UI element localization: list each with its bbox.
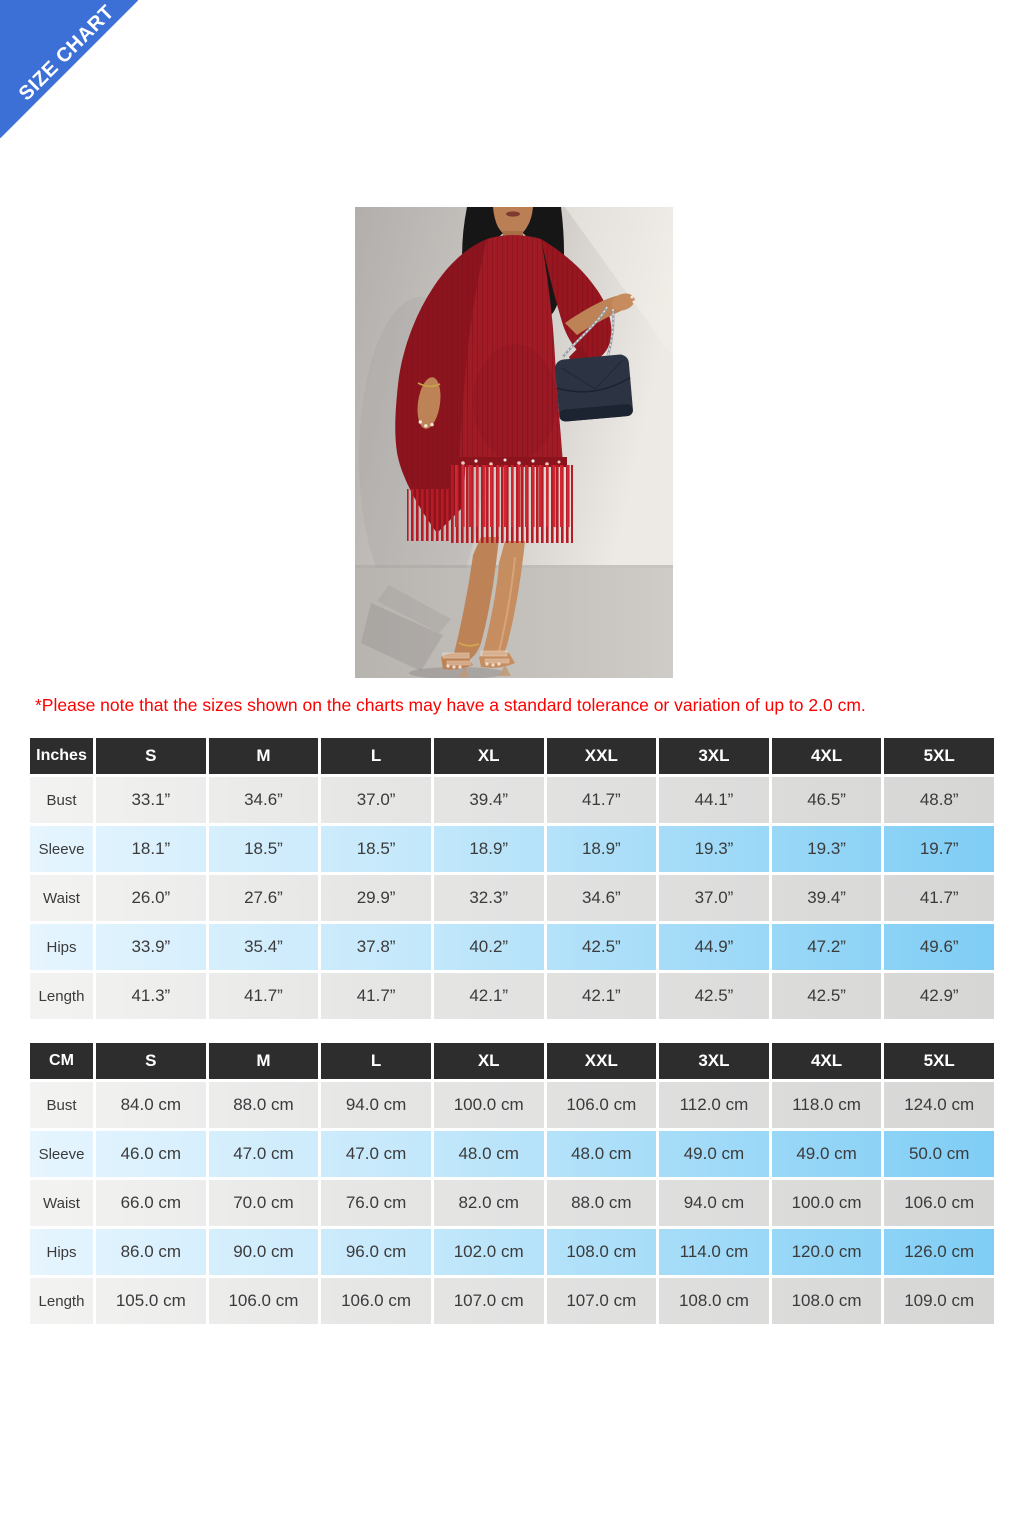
size-col-header: M (209, 1043, 322, 1079)
size-col-header: S (96, 738, 209, 774)
size-value-cell: 19.7” (919, 839, 959, 858)
measurement-row (30, 1131, 994, 1177)
size-value-cell: 105.0 cm (96, 1278, 209, 1324)
size-value-cell: 37.0” (659, 875, 772, 921)
measurement-row-label: Length (30, 973, 96, 1019)
size-value-cell: 94.0 cm (321, 1082, 434, 1128)
size-value-cell: 49.0 cm (659, 1131, 772, 1177)
measurement-row-label: Hips (30, 1229, 96, 1275)
size-value-cell: 39.4” (772, 875, 885, 921)
measurement-row-label: Hips (30, 924, 96, 970)
size-chart-ribbon (0, 0, 138, 138)
size-value-cell: 42.5” (659, 973, 772, 1019)
size-value-cell: 42.1” (434, 973, 547, 1019)
size-value-cell: 29.9” (321, 875, 434, 921)
size-value-cell: 107.0 cm (547, 1278, 660, 1324)
size-value-cell: 106.0 cm (209, 1278, 322, 1324)
size-value-cell: 42.5” (547, 924, 660, 970)
size-value-cell: 33.1” (96, 777, 209, 823)
product-photo (355, 207, 673, 678)
size-value-cell: 48.0 cm (547, 1131, 660, 1177)
size-value-cell: 32.3” (434, 875, 547, 921)
measurement-row-label: Waist (30, 875, 96, 921)
size-col-header: 3XL (659, 1043, 772, 1079)
size-col-header: XXL (547, 1043, 660, 1079)
measurement-row (30, 1229, 994, 1275)
size-value-cell: 18.1” (96, 826, 209, 872)
size-value-cell: 100.0 cm (434, 1082, 547, 1128)
size-value-cell: 47.0 cm (209, 1131, 322, 1177)
size-col-header: XL (434, 1043, 547, 1079)
size-col-header: 3XL (659, 738, 772, 774)
size-value-cell: 44.9” (659, 924, 772, 970)
size-value-cell: 19.3” (772, 826, 885, 872)
measurement-row (30, 826, 994, 872)
size-value-cell: 41.7” (321, 973, 434, 1019)
size-col-header: 5XL (884, 1043, 994, 1079)
size-value-cell: 18.5” (321, 826, 434, 872)
size-value-cell: 19.3” (659, 826, 772, 872)
size-value-cell: 88.0 cm (547, 1180, 660, 1226)
size-value-cell: 100.0 cm (772, 1180, 885, 1226)
size-value-cell: 106.0 cm (321, 1278, 434, 1324)
size-value-cell: 26.0” (96, 875, 209, 921)
unit-header: Inches (30, 738, 96, 774)
measurement-row-label: Bust (30, 777, 96, 823)
size-value-cell: 42.5” (772, 973, 885, 1019)
size-value-cell: 86.0 cm (96, 1229, 209, 1275)
size-chart-ribbon-label: SIZE CHART (14, 1, 119, 106)
size-value-cell: 46.5” (772, 777, 885, 823)
size-value-cell: 18.9” (547, 826, 660, 872)
size-value-cell: 18.5” (209, 826, 322, 872)
size-value-cell: 106.0 cm (547, 1082, 660, 1128)
size-value-cell: 94.0 cm (659, 1180, 772, 1226)
product-photo-illustration (355, 207, 673, 678)
size-value-cell: 40.2” (434, 924, 547, 970)
measurement-row (30, 1278, 994, 1324)
size-value-cell: 27.6” (209, 875, 322, 921)
size-value-cell: 82.0 cm (434, 1180, 547, 1226)
size-value-cell: 37.0” (321, 777, 434, 823)
size-value-cell: 96.0 cm (321, 1229, 434, 1275)
size-value-cell: 102.0 cm (434, 1229, 547, 1275)
size-value-cell: 48.8” (919, 790, 959, 809)
size-value-cell: 90.0 cm (209, 1229, 322, 1275)
size-table-inches (30, 738, 994, 1022)
measurement-row-label: Waist (30, 1180, 96, 1226)
size-value-cell: 114.0 cm (659, 1229, 772, 1275)
size-value-cell: 34.6” (547, 875, 660, 921)
tolerance-note: *Please note that the sizes shown on the charts may have a standard tolerance or variation of up to 2.0 cm. (35, 695, 866, 715)
size-col-header: XL (434, 738, 547, 774)
size-value-cell: 124.0 cm (904, 1095, 975, 1114)
size-value-cell: 41.3” (96, 973, 209, 1019)
size-value-cell: 18.9” (434, 826, 547, 872)
size-col-header: 4XL (772, 1043, 885, 1079)
size-table-header-row (30, 1043, 994, 1079)
size-value-cell: 41.7” (209, 973, 322, 1019)
size-value-cell: 106.0 cm (904, 1193, 975, 1212)
measurement-row (30, 777, 994, 823)
size-table-cm (30, 1043, 994, 1327)
size-value-cell: 76.0 cm (321, 1180, 434, 1226)
measurement-row-label: Length (30, 1278, 96, 1324)
size-value-cell: 107.0 cm (434, 1278, 547, 1324)
size-value-cell: 108.0 cm (772, 1278, 885, 1324)
size-value-cell: 42.1” (547, 973, 660, 1019)
size-value-cell: 108.0 cm (547, 1229, 660, 1275)
measurement-row (30, 973, 994, 1019)
size-value-cell: 41.7” (547, 777, 660, 823)
size-value-cell: 109.0 cm (904, 1291, 975, 1310)
size-value-cell: 50.0 cm (908, 1144, 970, 1163)
size-value-cell: 35.4” (209, 924, 322, 970)
measurement-row-label: Sleeve (30, 826, 96, 872)
size-col-header: L (321, 738, 434, 774)
size-col-header: 5XL (884, 738, 994, 774)
size-col-header: XXL (547, 738, 660, 774)
size-value-cell: 48.0 cm (434, 1131, 547, 1177)
size-value-cell: 112.0 cm (659, 1082, 772, 1128)
size-value-cell: 49.0 cm (772, 1131, 885, 1177)
size-value-cell: 70.0 cm (209, 1180, 322, 1226)
measurement-row (30, 924, 994, 970)
size-value-cell: 88.0 cm (209, 1082, 322, 1128)
size-col-header: S (96, 1043, 209, 1079)
measurement-row (30, 1082, 994, 1128)
size-value-cell: 47.0 cm (321, 1131, 434, 1177)
size-col-header: L (321, 1043, 434, 1079)
size-value-cell: 47.2” (772, 924, 885, 970)
unit-header: CM (30, 1043, 96, 1079)
size-value-cell: 44.1” (659, 777, 772, 823)
size-value-cell: 46.0 cm (96, 1131, 209, 1177)
measurement-row (30, 1180, 994, 1226)
size-col-header: M (209, 738, 322, 774)
size-value-cell: 39.4” (434, 777, 547, 823)
measurement-row-label: Sleeve (30, 1131, 96, 1177)
size-value-cell: 34.6” (209, 777, 322, 823)
size-value-cell: 42.9” (919, 986, 959, 1005)
handbag-illustration (554, 354, 633, 422)
size-value-cell: 108.0 cm (659, 1278, 772, 1324)
size-col-header: 4XL (772, 738, 885, 774)
size-value-cell: 41.7” (919, 888, 959, 907)
size-value-cell: 84.0 cm (96, 1082, 209, 1128)
size-value-cell: 118.0 cm (772, 1082, 885, 1128)
size-value-cell: 66.0 cm (96, 1180, 209, 1226)
size-value-cell: 33.9” (96, 924, 209, 970)
size-value-cell: 37.8” (321, 924, 434, 970)
size-value-cell: 126.0 cm (904, 1242, 975, 1261)
measurement-row (30, 875, 994, 921)
size-value-cell: 120.0 cm (772, 1229, 885, 1275)
size-table-header-row (30, 738, 994, 774)
measurement-row-label: Bust (30, 1082, 96, 1128)
size-value-cell: 49.6” (919, 937, 959, 956)
